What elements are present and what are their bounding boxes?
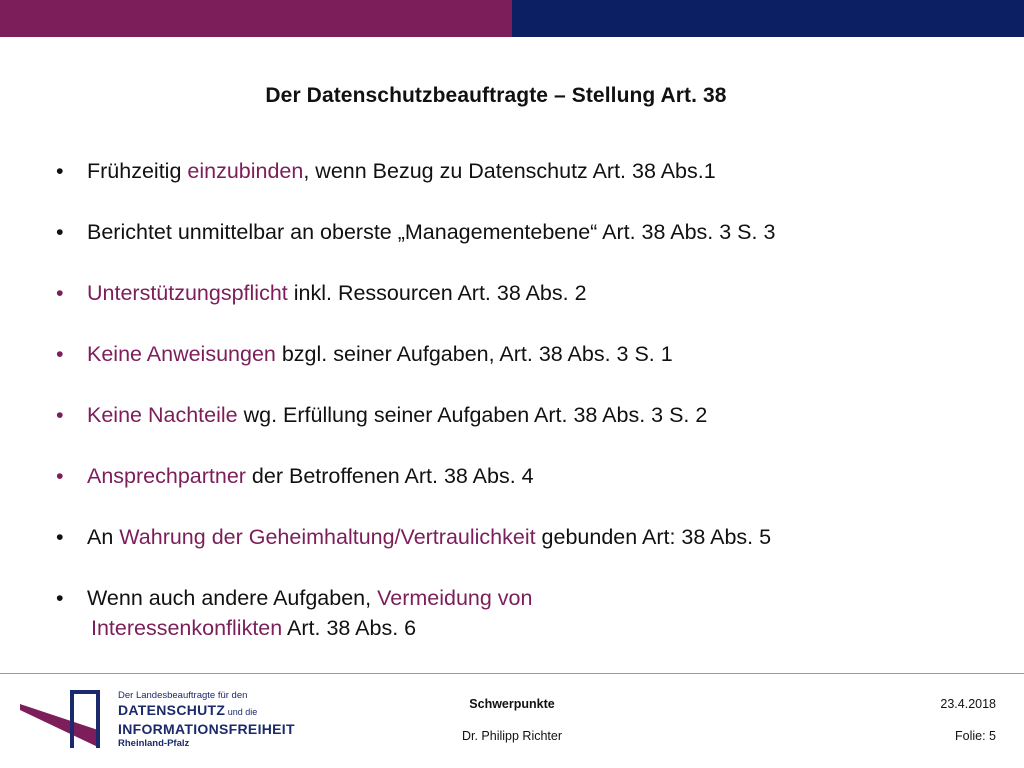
bullet-text: wg. Erfüllung seiner Aufgaben Art. 38 Abs. 3 S. 2 <box>237 403 708 427</box>
bullet-text: der Betroffenen Art. 38 Abs. 4 <box>245 464 534 488</box>
bullet-marker: • <box>56 342 64 366</box>
logo-line-datenschutz: DATENSCHUTZ und die <box>118 702 258 718</box>
footer-topic: Schwerpunkte <box>469 697 555 711</box>
highlighted-text: einzubinden <box>187 159 304 183</box>
highlighted-text: Interessenkonflikten <box>91 616 283 640</box>
bullet-text: Art. 38 Abs. 6 <box>282 616 417 640</box>
bullet-item <box>56 400 1006 430</box>
top-bar-navy <box>512 0 1024 37</box>
logo-line-informationsfreiheit: INFORMATIONSFREIHEIT <box>118 721 295 737</box>
top-color-bar <box>0 0 1024 37</box>
bullet-marker: • <box>56 281 64 305</box>
bullet-marker: • <box>56 403 64 427</box>
bullet-item <box>56 278 1006 308</box>
highlighted-text: Vermeidung von <box>377 586 533 610</box>
highlighted-text: Unterstützungspflicht <box>87 281 288 305</box>
bullet-text: Wenn auch andere Aufgaben, <box>87 586 378 610</box>
highlighted-text: Ansprechpartner <box>87 464 246 488</box>
bullet-item <box>56 156 1006 186</box>
footer-divider <box>0 673 1024 674</box>
bullet-item <box>56 217 1006 247</box>
slide-title: Der Datenschutzbeauftragte – Stellung Art. 38 <box>265 84 727 107</box>
bullet-text: Frühzeitig <box>87 159 188 183</box>
bullet-text: , wenn Bezug zu Datenschutz Art. 38 Abs.1 <box>303 159 716 183</box>
highlighted-text: Keine Nachteile <box>87 403 238 427</box>
bullet-text: gebunden Art: 38 Abs. 5 <box>535 525 772 549</box>
bullet-item <box>56 461 1006 491</box>
bullet-text: An <box>87 525 120 549</box>
bullet-marker: • <box>56 586 64 610</box>
bullet-text: inkl. Ressourcen Art. 38 Abs. 2 <box>287 281 587 305</box>
highlighted-text: Keine Anweisungen <box>87 342 276 366</box>
highlighted-text: Wahrung der Geheimhaltung/Vertraulichkeit <box>119 525 536 549</box>
bullet-item <box>56 583 1006 643</box>
logo-text <box>118 690 295 750</box>
bullet-item <box>56 522 1006 552</box>
bullet-continuation <box>87 613 1006 643</box>
top-bar-purple <box>0 0 512 37</box>
bullet-marker: • <box>56 464 64 488</box>
bullet-marker: • <box>56 525 64 549</box>
footer-author: Dr. Philipp Richter <box>461 729 563 743</box>
footer-date: 23.4.2018 <box>940 697 996 711</box>
bullet-text: Berichtet unmittelbar an oberste „Managementebene“ Art. 38 Abs. 3 S. 3 <box>87 220 776 244</box>
bullet-marker: • <box>56 220 64 244</box>
bullet-text: bzgl. seiner Aufgaben, Art. 38 Abs. 3 S. 1 <box>275 342 673 366</box>
bullet-item <box>56 339 1006 369</box>
logo-line-region: Rheinland-Pfalz <box>118 738 190 749</box>
footer-slide-number: Folie: 5 <box>955 729 996 743</box>
bullet-list <box>56 156 1006 643</box>
logo-line-authority: Der Landesbeauftragte für den <box>118 690 248 701</box>
bullet-marker: • <box>56 159 64 183</box>
